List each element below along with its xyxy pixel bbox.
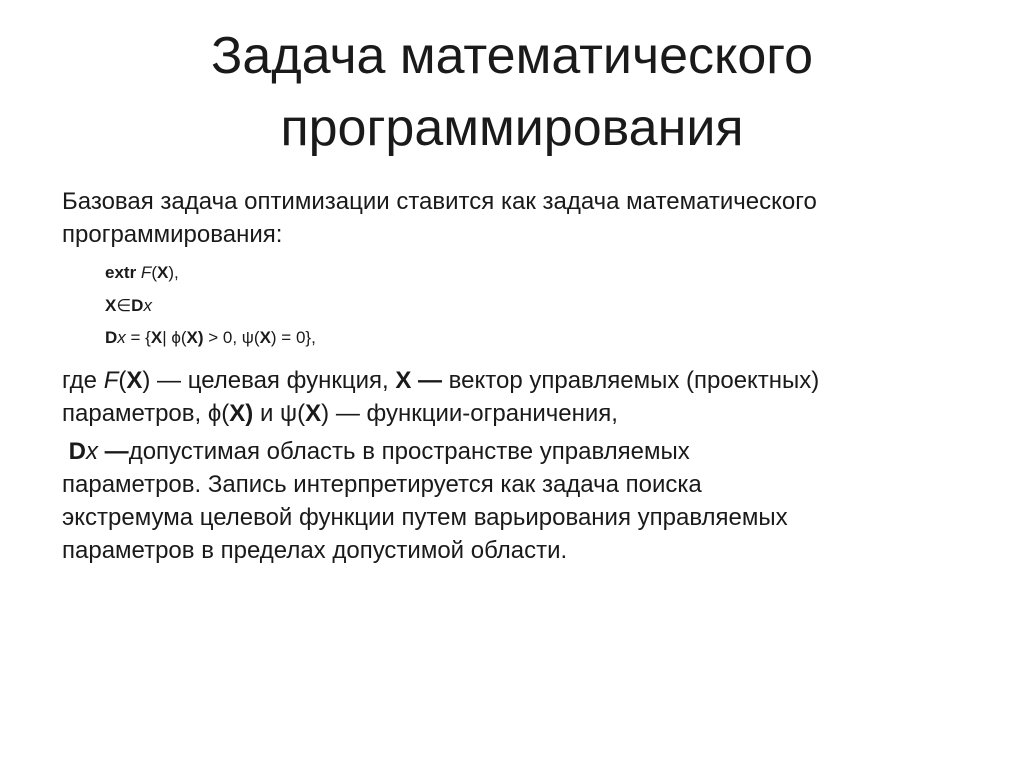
- slide-title: [0, 20, 1024, 164]
- vector-symbol: X: [305, 400, 322, 427]
- params-text: параметров, ϕ(: [62, 400, 230, 427]
- paren-open: (: [118, 367, 127, 394]
- formula-objective: [105, 262, 179, 284]
- dash: —: [98, 438, 129, 465]
- set-close: ) = 0},: [270, 328, 316, 347]
- domain-line-3: экстремума целевой функции путем варьирования управляемых: [62, 504, 788, 531]
- vector-symbol: X: [156, 263, 169, 282]
- where-line-1: [62, 364, 992, 397]
- intro-line-2: программирования:: [62, 221, 283, 248]
- vector-description: вектор управляемых (проектных): [442, 367, 820, 394]
- domain-description: допустимая область в пространстве управляемых: [128, 438, 690, 465]
- set-open: = {: [125, 328, 151, 347]
- intro-line-1: Базовая задача оптимизации ставится как задача математического: [62, 188, 817, 215]
- domain-line-4: параметров в пределах допустимой области.: [62, 537, 568, 564]
- psi-constraint: > 0, ψ(: [203, 328, 260, 347]
- title-line-1: Задача математического: [211, 27, 813, 85]
- where-word: где: [62, 367, 104, 394]
- vector-symbol: X: [150, 328, 163, 347]
- element-of-symbol: ∈: [116, 296, 132, 315]
- vector-symbol: X: [105, 296, 117, 315]
- vector-symbol: X —: [395, 367, 442, 394]
- constraint-description: ) — функции-ограничения,: [321, 400, 618, 427]
- domain-symbol: D: [131, 296, 144, 315]
- paren-open: (: [151, 263, 157, 282]
- formula-domain: [105, 327, 316, 349]
- vector-symbol: X): [229, 400, 254, 427]
- phi-constraint: | ϕ(: [162, 328, 187, 347]
- domain-symbol: D: [105, 328, 118, 347]
- domain-symbol: D: [68, 438, 87, 465]
- vector-symbol: X): [186, 328, 204, 347]
- domain-paragraph: [62, 435, 992, 567]
- vector-symbol: X: [259, 328, 271, 347]
- domain-line-2: параметров. Запись интерпретируется как задача поиска: [62, 471, 702, 498]
- domain-subscript: x: [117, 328, 126, 347]
- title-line-2: программирования: [280, 99, 744, 157]
- intro-paragraph: [62, 185, 992, 251]
- extr-label: extr: [105, 263, 137, 282]
- objective-symbol: F: [103, 367, 119, 394]
- where-paragraph: [62, 364, 992, 430]
- and-text: и ψ(: [253, 400, 306, 427]
- formula-membership: [105, 295, 152, 317]
- objective-symbol: F: [140, 263, 152, 282]
- paren-close: ),: [168, 263, 179, 282]
- domain-subscript: x: [86, 438, 99, 465]
- domain-subscript: x: [143, 296, 152, 315]
- objective-description: ) — целевая функция,: [142, 367, 396, 394]
- where-line-2: [62, 397, 992, 430]
- domain-line-1: [62, 435, 992, 468]
- vector-symbol: X: [126, 367, 143, 394]
